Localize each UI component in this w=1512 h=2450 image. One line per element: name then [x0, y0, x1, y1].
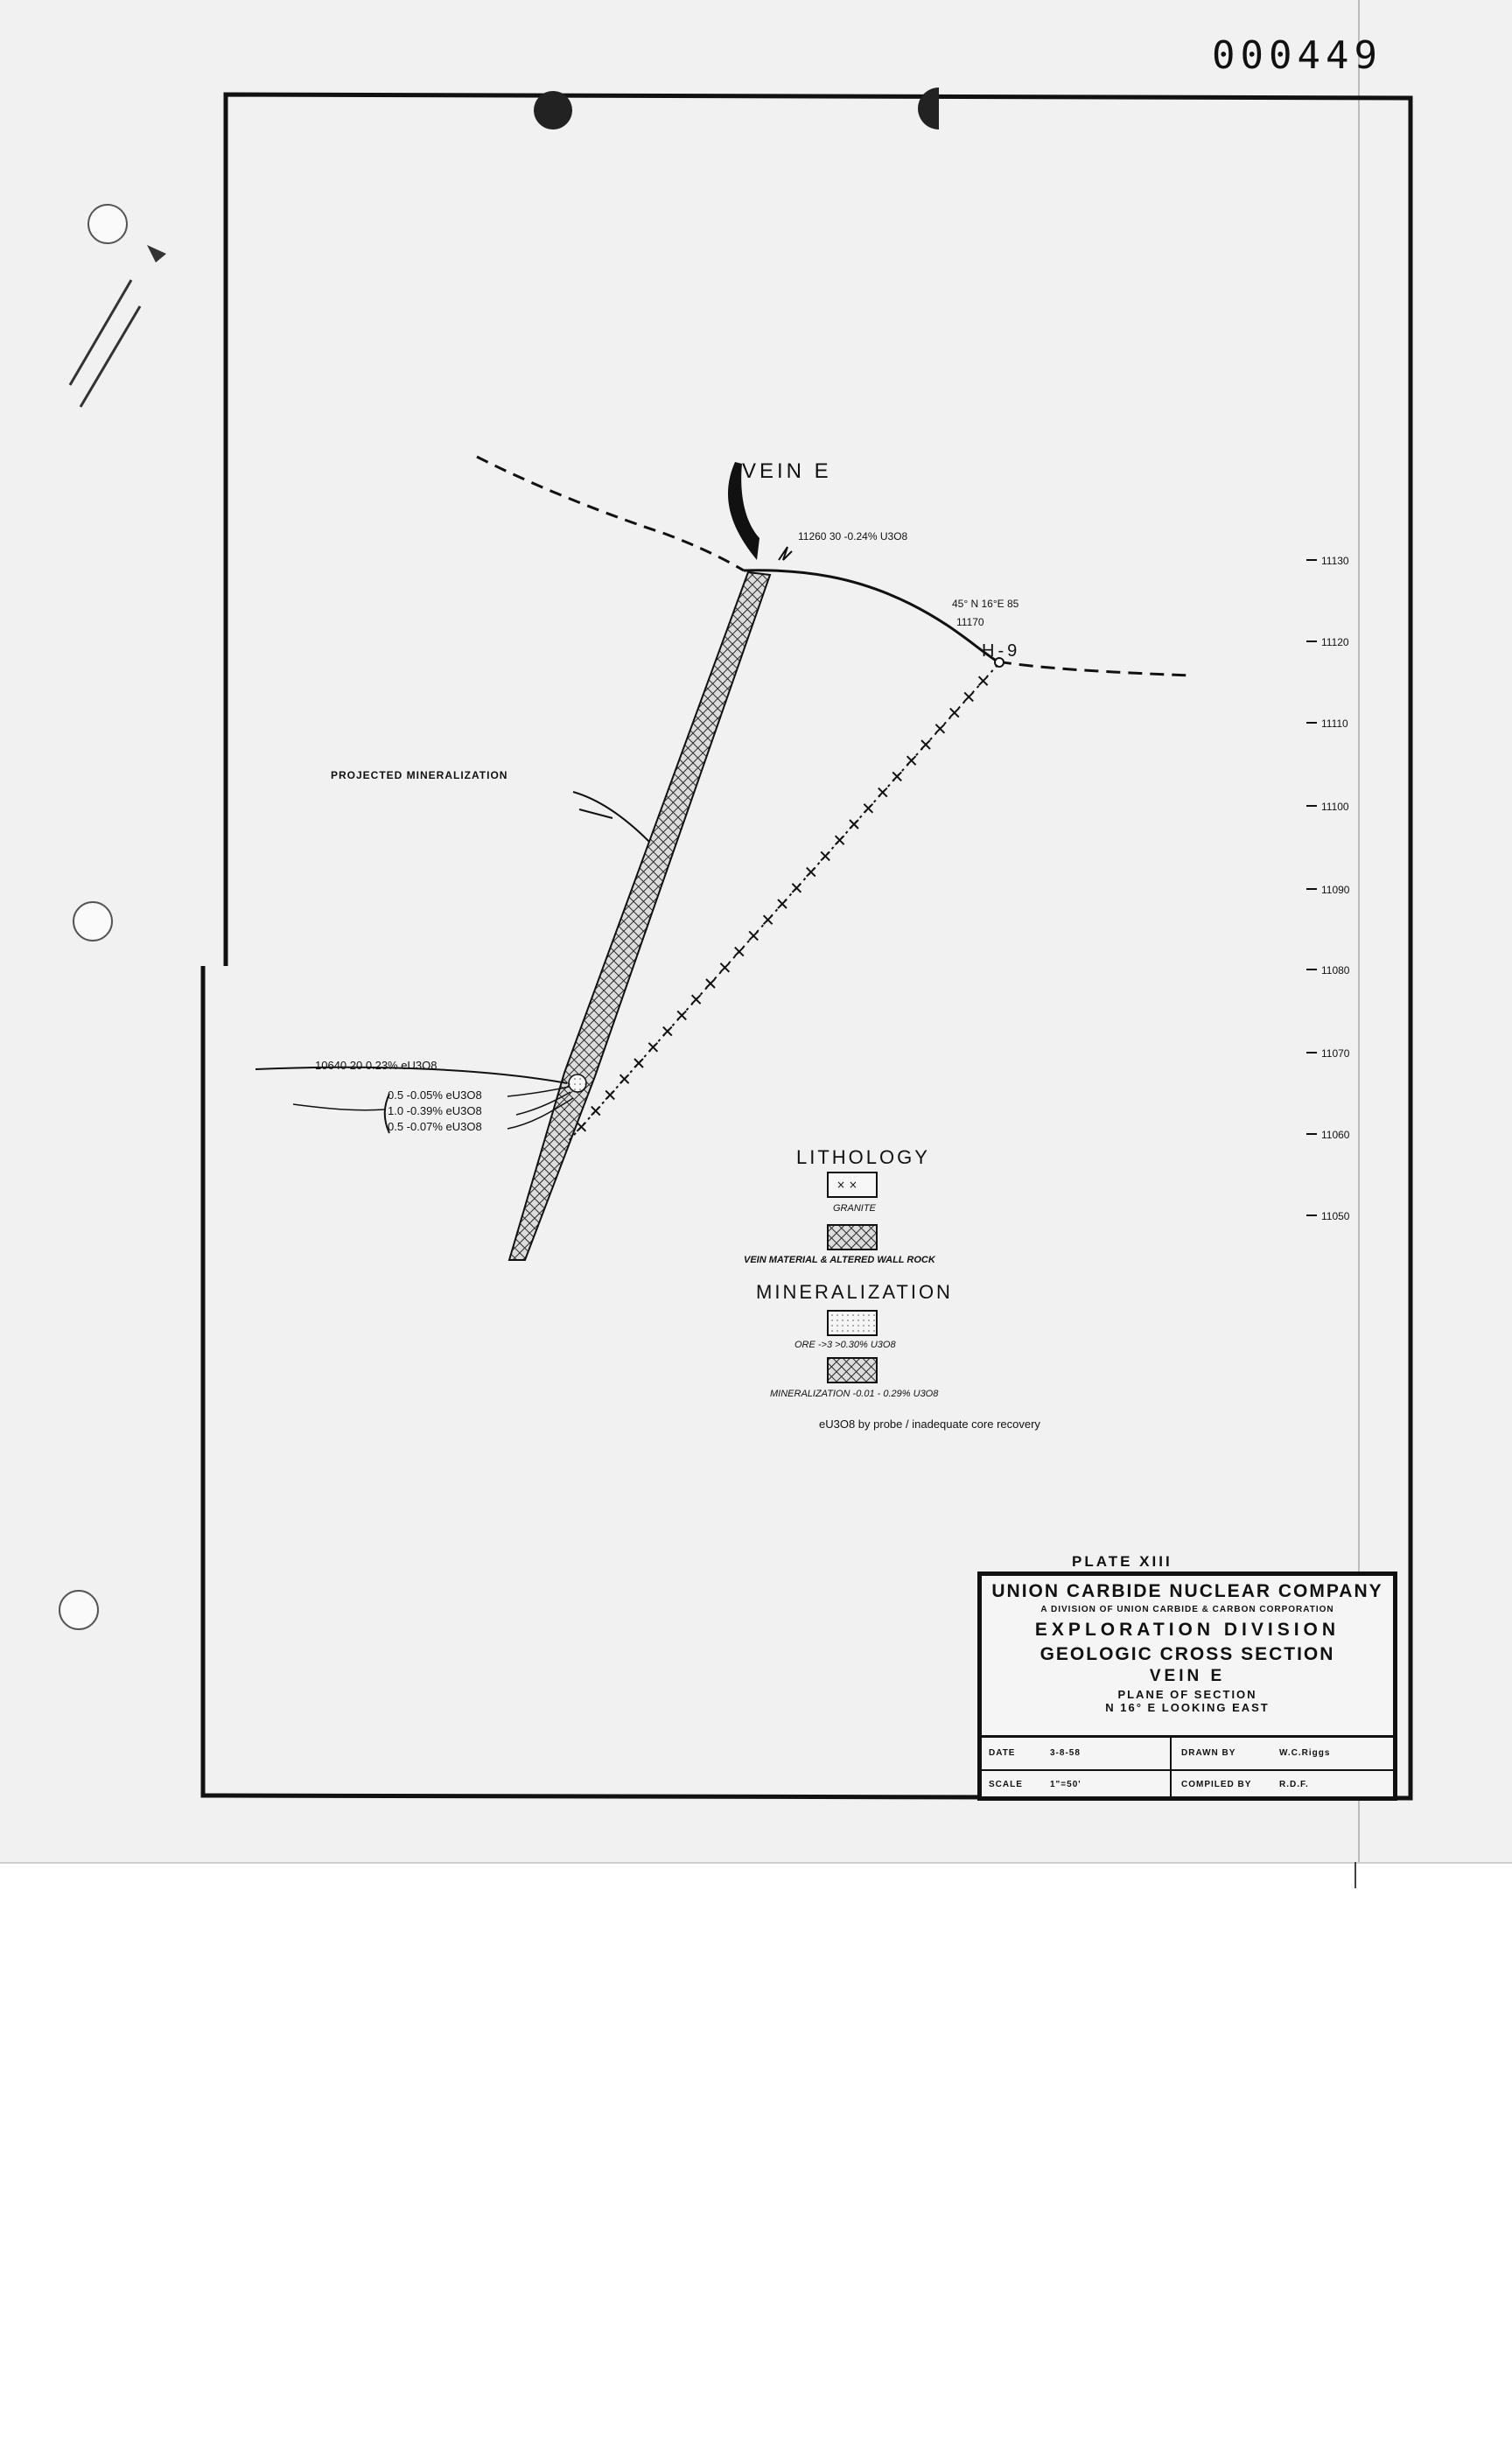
legend-mineralization-title: MINERALIZATION — [756, 1281, 953, 1303]
granite-cross-mark — [764, 915, 773, 924]
granite-cross-mark — [620, 1074, 629, 1083]
surface-intercept-label: 11260 30 -0.24% U3O8 — [798, 530, 908, 542]
granite-cross-mark — [592, 1107, 600, 1116]
intercept-label-3: 0.5 -0.07% eU3O8 — [388, 1120, 482, 1133]
hole-collar-note: 45° N 16°E 85 — [952, 598, 1019, 610]
intercept-label-main: 10640 20 0.23% eU3O8 — [315, 1059, 438, 1072]
compiled-by-label: COMPILED BY — [1181, 1780, 1252, 1789]
elevation-tick-label: 11100 — [1321, 801, 1349, 813]
elevation-tick-label: 11120 — [1321, 636, 1349, 648]
granite-cross-mark — [850, 820, 858, 829]
granite-cross-mark — [864, 804, 872, 813]
granite-cross-mark — [720, 963, 729, 972]
granite-cross-mark — [692, 995, 701, 1004]
elevation-scale — [1306, 560, 1317, 1215]
hole-id: H-9 — [982, 641, 1021, 661]
section-vein: VEIN E — [1149, 1667, 1226, 1685]
drawn-by-value: W.C.Riggs — [1279, 1748, 1331, 1758]
projected-mineralization-tick — [579, 809, 612, 818]
granite-cross-mark — [836, 836, 844, 844]
legend-granite-swatch-crosses: × × — [836, 1179, 858, 1191]
hole-collar-elevation: 11170 — [956, 616, 984, 628]
company-name: UNION CARBIDE NUCLEAR COMPANY — [991, 1581, 1383, 1601]
granite-cross-mark — [935, 724, 944, 733]
elevation-tick-label: 11080 — [1321, 964, 1350, 976]
scale-value: 1"=50' — [1050, 1780, 1082, 1789]
granite-cross-mark — [648, 1043, 657, 1052]
elevation-tick-label: 11090 — [1321, 884, 1350, 896]
legend-note: eU3O8 by probe / inadequate core recovery — [819, 1418, 1040, 1431]
scale-label: SCALE — [989, 1780, 1023, 1789]
granite-cross-mark — [663, 1027, 672, 1036]
title-block-footer — [982, 1738, 1393, 1801]
granite-cross-mark — [706, 979, 715, 988]
title-block-divider — [982, 1769, 1393, 1771]
granite-cross-mark — [921, 740, 930, 749]
intercept-label-1: 0.5 -0.05% eU3O8 — [388, 1088, 482, 1102]
legend-lithology-title: LITHOLOGY — [796, 1146, 930, 1168]
granite-cross-mark — [807, 868, 816, 877]
granite-cross-mark — [577, 1123, 585, 1131]
section-title: GEOLOGIC CROSS SECTION — [1040, 1644, 1335, 1664]
projected-mineralization-label: PROJECTED MINERALIZATION — [331, 769, 508, 781]
drawn-by-label: DRAWN BY — [1181, 1748, 1236, 1758]
compiled-by-value: R.D.F. — [1279, 1780, 1309, 1789]
granite-cross-mark — [892, 772, 901, 780]
legend-granite-label: GRANITE — [833, 1203, 876, 1214]
ground-surface-dashed-right — [998, 662, 1190, 676]
granite-cross-mark — [878, 788, 887, 797]
ground-surface-dashed-left — [477, 457, 744, 570]
title-block — [977, 1572, 1397, 1801]
intercept-leader-left — [293, 1104, 385, 1110]
granite-cross-mark — [950, 709, 959, 718]
binder-ring-left — [534, 91, 572, 130]
binder-ring-right — [918, 88, 939, 130]
date-label: DATE — [989, 1748, 1016, 1758]
elevation-tick-label: 11070 — [1321, 1047, 1350, 1060]
granite-cross-mark — [778, 900, 787, 908]
granite-cross-mark — [735, 948, 744, 956]
plate-label: PLATE XIII — [1072, 1553, 1172, 1570]
granite-cross-mark — [792, 884, 801, 892]
granite-cross-mark — [964, 692, 973, 701]
vein-intercept-marker — [569, 1074, 586, 1092]
legend-mineralization-swatch — [828, 1358, 877, 1382]
elevation-tick-label: 11110 — [1321, 718, 1348, 730]
plane-of-section: PLANE OF SECTION — [1117, 1688, 1257, 1701]
elevation-tick-label: 11050 — [1321, 1210, 1350, 1222]
division-line: A DIVISION OF UNION CARBIDE & CARBON CORPORATION — [1040, 1605, 1334, 1614]
legend — [744, 1146, 1040, 1431]
granite-cross-mark — [979, 676, 988, 685]
surface-arrow — [779, 547, 792, 560]
elevation-tick-label: 11060 — [1321, 1129, 1350, 1141]
scan-smudge — [147, 245, 166, 262]
scan-smudge — [70, 280, 140, 407]
elevation-tick-label: 11130 — [1321, 555, 1349, 567]
date-value: 3-8-58 — [1050, 1748, 1081, 1758]
granite-cross-mark — [907, 756, 916, 765]
intercept-label-2: 1.0 -0.39% eU3O8 — [388, 1104, 482, 1117]
projected-mineralization-leader — [573, 792, 649, 842]
section-orientation: N 16° E LOOKING EAST — [1105, 1701, 1270, 1714]
legend-vein-label: VEIN MATERIAL & ALTERED WALL ROCK — [744, 1255, 935, 1265]
granite-cross-mark — [677, 1011, 686, 1019]
legend-vein-swatch — [828, 1225, 877, 1250]
vein-e-body — [509, 572, 770, 1260]
granite-cross-mark — [634, 1059, 643, 1068]
legend-mineralization-label: MINERALIZATION -0.01 - 0.29% U3O8 — [770, 1389, 939, 1399]
legend-ore-label: ORE ->3 >0.30% U3O8 — [794, 1340, 896, 1350]
granite-cross-mark — [821, 851, 830, 860]
granite-cross-mark — [749, 931, 758, 940]
exploration-division: EXPLORATION DIVISION — [1034, 1620, 1340, 1640]
vein-label: VEIN E — [742, 459, 832, 483]
granite-cross-mark — [606, 1090, 614, 1099]
title-block-main — [982, 1576, 1393, 1738]
scan-edge-tick — [1354, 1862, 1356, 1888]
legend-ore-swatch — [828, 1311, 877, 1335]
map-frame — [203, 94, 1410, 1798]
document-number: 000449 — [1212, 33, 1382, 78]
